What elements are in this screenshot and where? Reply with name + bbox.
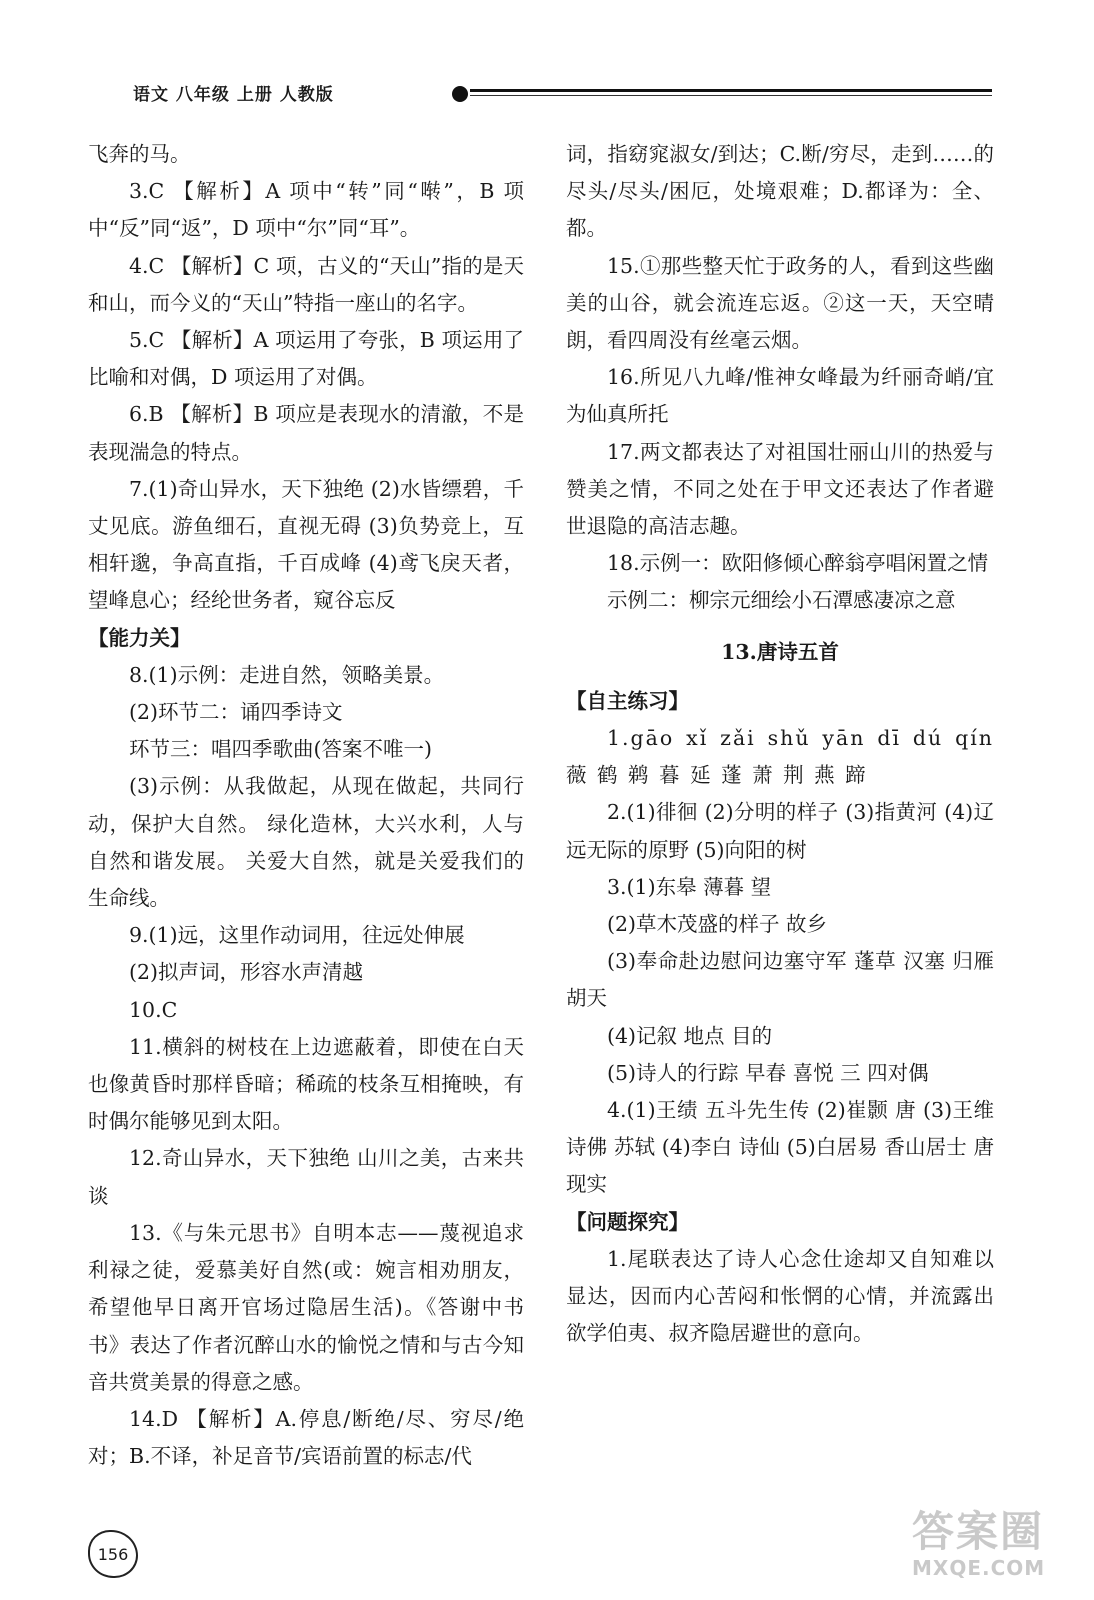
- answer-paragraph: (3)示例：从我做起，从现在做起，共同行动，保护大自然。 绿化造林，大兴水利，人与自然和谐发展。 关爱大自然，就是关爱我们的生命线。: [88, 774, 524, 911]
- watermark: [912, 1508, 1072, 1586]
- answer-paragraph: (2)草木茂盛的样子 故乡: [607, 912, 828, 937]
- answer-paragraph: 2.(1)徘徊 (2)分明的样子 (3)指黄河 (4)辽远无际的原野 (5)向阳的树: [566, 800, 994, 862]
- answer-paragraph: 9.(1)远，这里作动词用，往远处伸展: [129, 923, 465, 948]
- watermark-url: MXQE.COM: [912, 1556, 1046, 1580]
- section-heading: 【能力关】: [88, 625, 191, 650]
- answer-paragraph: 10.C: [129, 997, 178, 1022]
- answer-paragraph: 6.B 【解析】B 项应是表现水的清澈，不是表现湍急的特点。: [88, 402, 524, 464]
- answer-paragraph: 词，指窈窕淑女/到达；C.断/穷尽，走到……的尽头/尽头/困厄，处境艰难；D.都译为：全、都。: [566, 142, 994, 241]
- answer-paragraph: 5.C 【解析】A 项运用了夸张，B 项运用了比喻和对偶，D 项运用了对偶。: [88, 328, 524, 390]
- answer-paragraph: 14.D 【解析】A.停息/断绝/尽、穷尽/绝对；B.不译，补足音节/宾语前置的标志/代: [88, 1406, 524, 1469]
- answer-paragraph: 13.《与朱元思书》自明本志——蔑视追求利禄之徒，爱慕美好自然(或：婉言相劝朋友，希望他早日离开官场过隐居生活)。《答谢中书书》表达了作者沉醉山水的愉悦之情和与古今知音共赏美景的得意之感。: [88, 1220, 524, 1394]
- answer-paragraph: 15.①那些整天忙于政务的人，看到这些幽美的山谷，就会流连忘返。②这一天，天空晴朗，看四周没有丝毫云烟。: [566, 253, 994, 353]
- header-rule-thick: [470, 89, 992, 92]
- answer-paragraph: 8.(1)示例：走进自然，领略美景。: [129, 662, 445, 687]
- answer-paragraph: 12.奇山异水，天下独绝 山川之美，古来共谈: [88, 1146, 524, 1208]
- left-column: [88, 136, 524, 1475]
- answer-paragraph: 3.(1)东皋 薄暮 望: [607, 874, 772, 899]
- answer-paragraph: 16.所见八九峰/惟神女峰最为纤丽奇峭/宜为仙真所托: [566, 365, 994, 427]
- answer-paragraph: (2)拟声词，形容水声清越: [129, 960, 364, 985]
- answer-paragraph: 1.尾联表达了诗人心念仕途却又自知难以显达，因而内心苦闷和怅惘的心情，并流露出欲学伯夷、叔齐隐居避世的意向。: [566, 1246, 994, 1346]
- answer-paragraph: (5)诗人的行踪 早春 喜悦 三 四对偶: [607, 1060, 929, 1085]
- answer-paragraph: 18.示例一：欧阳修倾心醉翁亭唱闲置之情: [607, 551, 989, 576]
- lesson-title: 13.唐诗五首: [721, 639, 839, 664]
- section-heading: 【自主练习】: [566, 688, 689, 713]
- answer-paragraph: 环节三：唱四季歌曲(答案不唯一): [129, 737, 432, 762]
- answer-paragraph: 4.(1)王绩 五斗先生传 (2)崔颢 唐 (3)王维 诗佛 苏轼 (4)李白 诗仙 (5)白居易 香山居士 唐 现实: [566, 1098, 994, 1197]
- answer-paragraph: 17.两文都表达了对祖国壮丽山川的热爱与赞美之情，不同之处在于甲文还表达了作者避世退隐的高洁志趣。: [566, 439, 994, 539]
- answer-paragraph: 飞奔的马。: [88, 142, 191, 166]
- section-heading: 【问题探究】: [566, 1209, 689, 1234]
- answer-paragraph: 1.gāo xǐ zǎi shǔ yān dī dú qín 薇 鹤 鹈 暮 延 蓬 萧 荆 燕 蹄: [566, 726, 994, 788]
- answer-paragraph: 11.横斜的树枝在上边遮蔽着，即使在白天也像黄昏时那样昏暗；稀疏的枝条互相掩映，有时偶尔能够见到太阳。: [88, 1034, 524, 1134]
- answer-paragraph: (4)记叙 地点 目的: [607, 1023, 773, 1048]
- header-dot: [452, 86, 468, 102]
- page-number: 156: [88, 1530, 138, 1578]
- header-rule-thin: [470, 95, 992, 96]
- answer-paragraph: 示例二：柳宗元细绘小石潭感凄凉之意: [607, 588, 956, 613]
- answer-paragraph: 3.C 【解析】A 项中“转”同“啭”，B 项中“反”同“返”，D 项中“尔”同“耳”。: [88, 179, 524, 241]
- right-column: [566, 136, 994, 1353]
- answer-paragraph: 7.(1)奇山异水，天下独绝 (2)水皆缥碧，千丈见底。游鱼细石，直视无碍 (3)负势竞上，互相轩邈，争高直指，千百成峰 (4)鸢飞戾天者，望峰息心；经纶世务者，窥谷忘反: [88, 476, 524, 613]
- answer-paragraph: (3)奉命赴边慰问边塞守军 蓬草 汉塞 归雁 胡天: [566, 949, 994, 1011]
- answer-paragraph: (2)环节二：诵四季诗文: [129, 700, 343, 725]
- watermark-logo: 答案圈: [912, 1507, 1045, 1556]
- answer-paragraph: 4.C 【解析】C 项，古义的“天山”指的是天和山，而今义的“天山”特指一座山的名字。: [88, 253, 524, 315]
- running-header: 语文 八年级 上册 人教版: [133, 85, 334, 105]
